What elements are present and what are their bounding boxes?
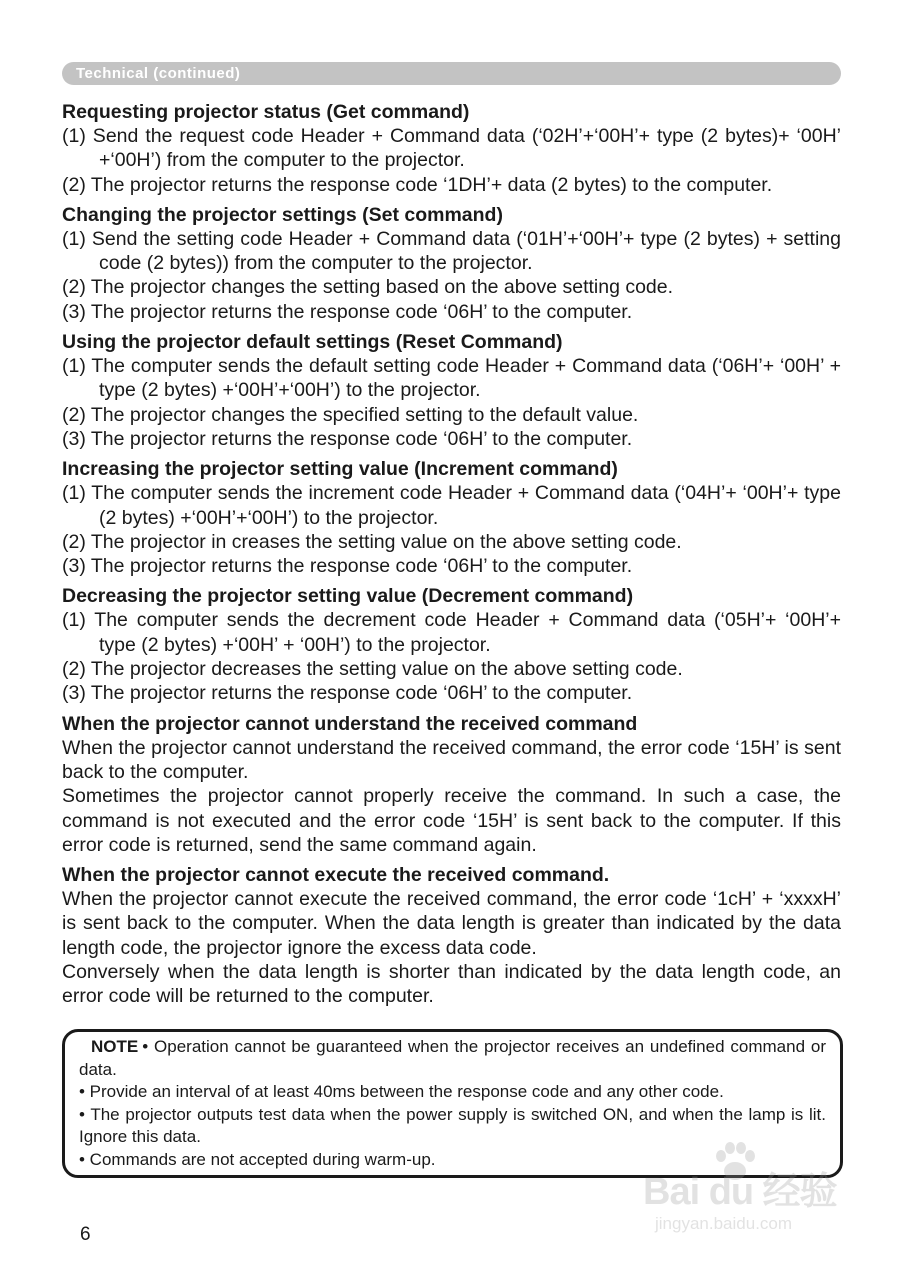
- note-line: • Provide an interval of at least 40ms between the response code and any other code.: [79, 1082, 724, 1101]
- section-reset-command: [62, 330, 841, 451]
- step-item: (3) The projector returns the response code ‘06H’ to the computer.: [62, 682, 633, 705]
- note-line: • The projector outputs test data when the power supply is switched ON, and when the lamp is lit. Ignore this data.: [79, 1104, 826, 1146]
- section-title: Increasing the projector setting value (Increment command): [62, 458, 618, 481]
- step-item: (1) The computer sends the default setting code Header + Command data (‘06H’+ ‘00H’ + type (2 bytes) +‘00H’+‘00H’) to the projector.: [62, 355, 841, 402]
- step-item: (1) Send the request code Header + Command data (‘02H’+‘00H’+ type (2 bytes)+ ‘00H’ +‘00H’) from the computer to the projector.: [62, 125, 841, 172]
- paragraph: Sometimes the projector cannot properly receive the command. In such a case, the command is not executed and the error code ‘15H’ is sent back to the computer. If this error code is returned, send the same command again.: [62, 785, 841, 856]
- note-label: NOTE: [91, 1037, 139, 1056]
- step-item: (2) The projector changes the setting based on the above setting code.: [62, 276, 674, 299]
- section-title: Decreasing the projector setting value (Decrement command): [62, 585, 634, 608]
- note-text: • Operation cannot be guaranteed when the projector receives an undefined command or data.: [79, 1037, 826, 1079]
- step-item: (2) The projector decreases the setting value on the above setting code.: [62, 658, 683, 681]
- section-title: Requesting projector status (Get command): [62, 101, 470, 123]
- paragraph: When the projector cannot understand the received command, the error code ‘15H’ is sent back to the computer.: [62, 736, 841, 783]
- step-item: (1) The computer sends the increment code Header + Command data (‘04H’+ ‘00H’+ type (2 bytes) +‘00H’+‘00H’) to the projector.: [62, 482, 841, 529]
- section-header-label: Technical (continued): [76, 65, 241, 82]
- baidu-watermark: [643, 1142, 853, 1242]
- paragraph: When the projector cannot execute the received command, the error code ‘1cH’ + ‘xxxxH’ is sent back to the computer. When the data length is greater than indicated by the data length code, the projector ignore the excess data code.: [62, 888, 841, 959]
- section-title: When the projector cannot understand the received command: [62, 712, 638, 735]
- section-title: Changing the projector settings (Set command): [62, 203, 503, 226]
- section-cannot-execute: [62, 863, 841, 1008]
- page-number: 6: [80, 1224, 91, 1245]
- step-item: (3) The projector returns the response code ‘06H’ to the computer.: [62, 300, 633, 323]
- step-item: (3) The projector returns the response code ‘06H’ to the computer.: [62, 555, 633, 578]
- section-increment-command: [62, 457, 841, 578]
- watermark-brand: Bai du 经验: [643, 1171, 837, 1213]
- step-item: (2) The projector changes the specified setting to the default value.: [62, 403, 639, 426]
- section-set-command: [62, 203, 841, 324]
- section-title: Using the projector default settings (Reset Command): [62, 331, 563, 354]
- note-line: [79, 1036, 826, 1081]
- watermark-url: jingyan.baidu.com: [655, 1214, 793, 1233]
- section-get-command: [62, 100, 841, 197]
- note-line: • Commands are not accepted during warm-up.: [79, 1149, 436, 1169]
- section-cannot-understand: [62, 712, 841, 857]
- section-header-bar: [62, 62, 841, 85]
- step-item: (1) The computer sends the decrement code Header + Command data (‘05H’+ ‘00H’+ type (2 bytes) +‘00H’ + ‘00H’) to the projector.: [62, 609, 841, 656]
- step-item: (3) The projector returns the response code ‘06H’ to the computer.: [62, 427, 633, 450]
- section-title: When the projector cannot execute the received command.: [62, 864, 610, 887]
- step-item: (1) Send the setting code Header + Command data (‘01H’+‘00H’+ type (2 bytes) + setting code (2 bytes)) from the computer to the projector.: [62, 227, 841, 275]
- step-item: (2) The projector returns the response code ‘1DH’+ data (2 bytes) to the computer.: [62, 173, 773, 196]
- step-item: (2) The projector in creases the setting value on the above setting code.: [62, 530, 682, 553]
- paragraph: Conversely when the data length is shorter than indicated by the data length code, an error code will be returned to the computer.: [62, 961, 841, 1008]
- main-content: [62, 100, 841, 1015]
- section-decrement-command: [62, 584, 841, 705]
